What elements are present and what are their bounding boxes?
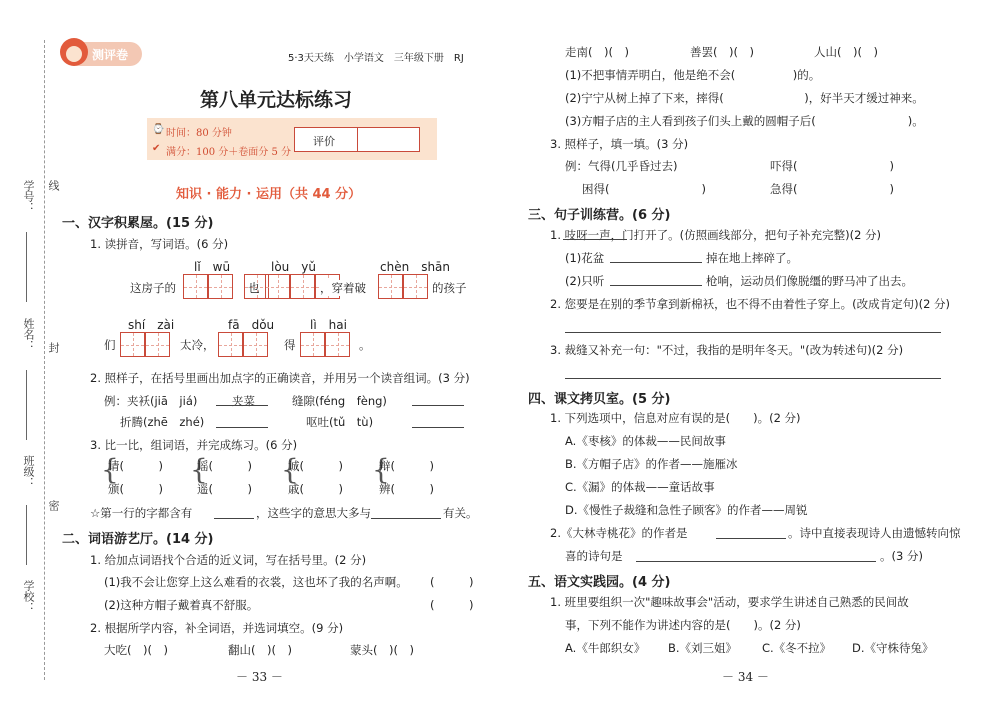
time-label: 时间：80 分钟 bbox=[166, 128, 232, 139]
pinyin-lihai: lì hai bbox=[310, 318, 347, 332]
pinyin-louyu: lòu yǔ bbox=[271, 260, 316, 274]
idiom-blank: 走南( )( ) bbox=[565, 45, 629, 59]
compare-word: 诚( ) bbox=[288, 459, 343, 473]
q4-item-2: (2)这种方帽子戴着真不舒服。 bbox=[104, 598, 259, 612]
q11-text-1: 2.《大林寺桃花》的作者是 bbox=[550, 526, 688, 540]
answer-line[interactable] bbox=[216, 427, 268, 428]
class-line bbox=[26, 505, 27, 565]
writing-box[interactable] bbox=[208, 274, 233, 299]
writing-box[interactable] bbox=[265, 274, 290, 299]
q10-option-b: B.《方帽子店》的作者——施雁冰 bbox=[565, 457, 738, 471]
compare-word: 请( ) bbox=[108, 459, 163, 473]
pinyin-liwu: lǐ wū bbox=[194, 260, 231, 274]
pinyin-shizai: shí zài bbox=[128, 318, 175, 332]
q11-text-4: 。(3 分) bbox=[880, 549, 923, 563]
class-label: 班级： bbox=[22, 455, 35, 488]
q2-example-answer: 夹菜 bbox=[232, 394, 255, 408]
q7-item-2b: 枪响，运动员们像脱缰的野马冲了出去。 bbox=[706, 274, 913, 288]
school-label: 学校： bbox=[22, 580, 35, 613]
student-number-line bbox=[26, 232, 27, 302]
writing-box[interactable] bbox=[300, 332, 325, 357]
clock-icon: ⌚ bbox=[152, 124, 165, 135]
q1-text-5: 们 bbox=[104, 338, 116, 352]
idiom-blank: 人山( )( ) bbox=[814, 45, 878, 59]
q5-prompt: 2. 根据所学内容，补全词语，并选词填空。(9 分) bbox=[90, 621, 344, 635]
seal-char-mi: 密 bbox=[47, 500, 60, 511]
q2-item-1: 缝隙(féng fèng) bbox=[292, 394, 387, 408]
idiom-blank: 善罢( )( ) bbox=[690, 45, 754, 59]
q1-prompt: 1. 读拼音，写词语。(6 分) bbox=[90, 237, 229, 251]
q10-option-d: D.《慢性子裁缝和急性子顾客》的作者——周锐 bbox=[565, 503, 808, 517]
answer-line[interactable] bbox=[412, 427, 464, 428]
answer-line[interactable] bbox=[716, 538, 786, 539]
answer-paren[interactable]: ( ) bbox=[430, 575, 474, 589]
q6-item-1: 吓得( ) bbox=[770, 159, 894, 173]
q1-text-3: ，穿着破 bbox=[320, 281, 366, 295]
answer-paren[interactable]: ( ) bbox=[430, 598, 474, 612]
compare-word: 颁( ) bbox=[108, 482, 163, 496]
q12-option-c: C.《冬不拉》 bbox=[762, 641, 832, 655]
writing-box[interactable] bbox=[183, 274, 208, 299]
q7-item-1a: (1)花盆 bbox=[565, 251, 605, 265]
q12-option-b: B.《刘三姐》 bbox=[668, 641, 738, 655]
pinyin-chenshan: chèn shān bbox=[380, 260, 451, 274]
answer-line[interactable] bbox=[565, 378, 941, 379]
q2-item-3: 呕吐(tǔ tù) bbox=[306, 415, 374, 429]
section-1-heading: 一、汉字积累屋。(15 分) bbox=[62, 216, 214, 231]
idiom-blank: 蒙头( )( ) bbox=[350, 643, 414, 657]
section-4-heading: 四、课文拷贝室。(5 分) bbox=[528, 392, 671, 407]
fill-sentence-3: (3)方帽子店的主人看到孩子们头上戴的圆帽子后( )。 bbox=[565, 114, 924, 128]
fill-sentence-2: (2)宁宁从树上掉了下来，摔得( )，好半天才缓过神来。 bbox=[565, 91, 924, 105]
writing-box[interactable] bbox=[403, 274, 428, 299]
q7-prompt: 1. 吱呀一声，门打开了。(仿照画线部分，把句子补充完整)(2 分) bbox=[550, 228, 882, 242]
page-number: － 33 － bbox=[236, 670, 283, 684]
writing-box[interactable] bbox=[378, 274, 403, 299]
q6-prompt: 3. 照样子，填一填。(3 分) bbox=[550, 137, 689, 151]
underline-mark bbox=[563, 239, 627, 240]
writing-box[interactable] bbox=[290, 274, 315, 299]
q3-star-text-2: ，这些字的意思大多与 bbox=[256, 506, 371, 520]
q12-prompt-1: 1. 班里要组织一次"趣味故事会"活动，要求学生讲述自己熟悉的民间故 bbox=[550, 595, 909, 609]
q12-option-d: D.《守株待兔》 bbox=[852, 641, 934, 655]
section-2-heading: 二、词语游艺厅。(14 分) bbox=[62, 532, 214, 547]
q4-item-1: (1)我不会让您穿上这么难看的衣裳，这也坏了我的名声啊。 bbox=[104, 575, 408, 589]
answer-line[interactable] bbox=[565, 332, 941, 333]
compare-word: 谣( ) bbox=[197, 459, 252, 473]
fill-sentence-1: (1)不把事情弄明白，他是绝不会( )的。 bbox=[565, 68, 821, 82]
brace: { bbox=[281, 453, 299, 486]
q8-prompt: 2. 您要是在别的季节拿到新棉袄，也不得不由着性子穿上。(改成肯定句)(2 分) bbox=[550, 297, 951, 311]
name-line bbox=[26, 370, 27, 440]
q4-prompt: 1. 给加点词语找个合适的近义词，写在括号里。(2 分) bbox=[90, 553, 367, 567]
q3-star-text-3: 有关。 bbox=[443, 506, 478, 520]
score-label: 满分：100 分＋卷面分 5 分 bbox=[166, 147, 291, 158]
answer-line[interactable] bbox=[216, 405, 268, 406]
q3-star-text-1: ☆第一行的字都含有 bbox=[90, 506, 193, 520]
name-label: 姓名： bbox=[22, 318, 35, 351]
q10-prompt: 1. 下列选项中，信息对应有误的是( )。(2 分) bbox=[550, 411, 801, 425]
eval-label: 评价 bbox=[313, 135, 335, 148]
writing-box[interactable] bbox=[325, 332, 350, 357]
page-title: 第八单元达标练习 bbox=[200, 89, 353, 111]
compare-word: 戚( ) bbox=[288, 482, 343, 496]
seal-char-feng: 封 bbox=[47, 342, 60, 353]
q2-item-2: 折腾(zhē zhé) bbox=[120, 415, 205, 429]
q12-option-a: A.《牛郎织女》 bbox=[565, 641, 646, 655]
answer-line[interactable] bbox=[610, 285, 702, 286]
answer-line[interactable] bbox=[610, 262, 702, 263]
q1-text-1: 这房子的 bbox=[130, 281, 176, 295]
q1-text-6: 太冷， bbox=[180, 338, 215, 352]
q11-text-3: 喜的诗句是 bbox=[565, 549, 623, 563]
writing-box[interactable] bbox=[218, 332, 243, 357]
compare-word: 辩( ) bbox=[379, 459, 434, 473]
compare-word: 遥( ) bbox=[197, 482, 252, 496]
q1-text-8: 。 bbox=[359, 338, 371, 352]
page-number: － 34 － bbox=[722, 670, 769, 684]
answer-line[interactable] bbox=[412, 405, 464, 406]
q7-item-2a: (2)只听 bbox=[565, 274, 605, 288]
writing-box[interactable] bbox=[243, 332, 268, 357]
badge-face-inner bbox=[66, 46, 82, 62]
q6-item-2: 困得( ) bbox=[582, 182, 706, 196]
brace: { bbox=[372, 453, 390, 486]
student-number-label: 学号： bbox=[22, 180, 35, 213]
q3-prompt: 3. 比一比，组词语，并完成练习。(6 分) bbox=[90, 438, 298, 452]
q11-text-2: 。诗中直接表现诗人由遗憾转向惊 bbox=[788, 526, 961, 540]
idiom-blank: 翻山( )( ) bbox=[228, 643, 292, 657]
answer-line[interactable] bbox=[371, 518, 441, 519]
compare-word: 辨( ) bbox=[379, 482, 434, 496]
q1-text-4: 的孩子 bbox=[432, 281, 467, 295]
q6-example: 例：气得(几乎昏过去) bbox=[565, 159, 678, 173]
answer-line[interactable] bbox=[636, 561, 876, 562]
idiom-blank: 大吃( )( ) bbox=[104, 643, 168, 657]
badge-label: 测评卷 bbox=[92, 48, 129, 62]
q6-item-3: 急得( ) bbox=[770, 182, 894, 196]
check-icon: ✔ bbox=[152, 143, 161, 154]
q9-prompt: 3. 裁缝又补充一句："不过，我指的是明年冬天。"(改为转述句)(2 分) bbox=[550, 343, 904, 357]
q7-item-1b: 掉在地上摔碎了。 bbox=[706, 251, 798, 265]
q12-prompt-2: 事，下列不能作为讲述内容的是( )。(2 分) bbox=[565, 618, 801, 632]
section-3-heading: 三、句子训练营。(6 分) bbox=[528, 208, 671, 223]
binding-dashed-line bbox=[44, 40, 45, 680]
pinyin-fadou: fā dǒu bbox=[228, 318, 275, 332]
q1-text-2: 也 bbox=[248, 281, 260, 295]
eval-divider bbox=[357, 127, 358, 152]
q10-option-c: C.《漏》的体裁——童话故事 bbox=[565, 480, 715, 494]
brace: { bbox=[101, 453, 119, 486]
answer-line[interactable] bbox=[214, 518, 254, 519]
q1-text-7: 得 bbox=[284, 338, 296, 352]
q10-option-a: A.《枣核》的体裁——民间故事 bbox=[565, 434, 726, 448]
right-page bbox=[500, 0, 1000, 705]
writing-box[interactable] bbox=[120, 332, 145, 357]
writing-box[interactable] bbox=[145, 332, 170, 357]
section-5-heading: 五、语文实践园。(4 分) bbox=[528, 575, 671, 590]
series-label: 5·3天天练 小学语文 三年级下册 RJ bbox=[288, 53, 464, 64]
q2-example: 例：夹袄(jiā jiá) bbox=[104, 394, 198, 408]
seal-char-line: 线 bbox=[47, 180, 60, 191]
q2-prompt: 2. 照样子，在括号里画出加点字的正确读音，并用另一个读音组词。(3 分) bbox=[90, 371, 470, 385]
part-heading: 知识 · 能力 · 运用（共 44 分） bbox=[176, 187, 362, 202]
brace: { bbox=[190, 453, 208, 486]
